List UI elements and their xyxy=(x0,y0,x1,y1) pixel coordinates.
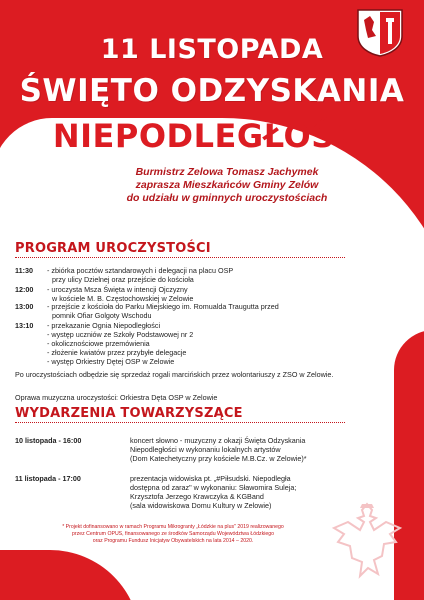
event-description xyxy=(130,436,360,463)
program-text-line: - uroczysta Msza Święta w intencji Ojczyzny xyxy=(47,285,188,294)
event-date: 10 listopada - 16:00 xyxy=(15,436,82,445)
program-text xyxy=(47,302,367,320)
events-divider xyxy=(15,422,345,424)
invitation-line-2: zaprasza Mieszkańców Gminy Zelów xyxy=(135,179,319,191)
event-description xyxy=(130,474,360,510)
footnote-line: oraz Programu Fundusz Inicjatyw Obywatelskich na lata 2014 – 2020. xyxy=(92,538,254,544)
event-line: (sala widowiskowa Domu Kultury w Zelowie) xyxy=(130,501,272,510)
program-text-line: przy ulicy Dzielnej oraz przejście do kościoła xyxy=(52,275,194,284)
footnote-line: * Projekt dofinansowano w ramach Programu Mikrogranty „Łódzkie na plus" 2019 realizowanego xyxy=(62,524,284,530)
program-note: Po uroczystościach odbędzie się sprzedaż rogali marcińskich przez wolontariuszy z ZSO w Zelowie. xyxy=(15,370,334,379)
white-eagle-icon xyxy=(330,500,404,584)
invitation-line-3: do udziału w gminnych uroczystościach xyxy=(126,192,328,204)
program-text-line: - przejście z kościoła do Parku Miejskiego im. Romualda Traugutta przed xyxy=(47,302,279,311)
event-line: Krzysztofa Jerzego Krawczyka & KGBand xyxy=(130,492,264,501)
program-text xyxy=(47,266,367,284)
program-text-line: - zbiórka pocztów sztandarowych i delegacji na placu OSP xyxy=(47,266,234,275)
event-date: 11 listopada - 17:00 xyxy=(15,474,81,483)
program-time: 13:00 xyxy=(15,302,34,311)
program-divider xyxy=(15,257,345,259)
event-line: (Dom Katechetyczny przy kościele M.B.Cz. w Zelowie)* xyxy=(130,454,307,463)
title-holiday: ŚWIĘTO ODZYSKANIA xyxy=(19,73,405,109)
event-line: prezentacja widowiska pt. „#Piłsudski. Niepodległa xyxy=(130,474,291,483)
event-line: koncert słowno - muzyczny z okazji Święta Odzyskania xyxy=(130,436,306,445)
program-subitem: - złożenie kwiatów przez przybyłe delegacje xyxy=(47,348,187,357)
invitation-line-1: Burmistrz Zelowa Tomasz Jachymek xyxy=(135,166,319,178)
program-text-line: w kościele M. B. Częstochowskiej w Zelowie xyxy=(52,294,194,303)
events-heading: WYDARZENIA TOWARZYSZĄCE xyxy=(15,406,243,421)
invitation-text xyxy=(92,166,362,205)
title-independence: NIEPODLEGŁOŚCI xyxy=(52,117,372,155)
program-subitem: - okolicznościowe przemówienia xyxy=(47,339,150,348)
program-text xyxy=(47,285,367,303)
program-time: 13:10 xyxy=(15,321,34,330)
program-text-line: - przekazanie Ognia Niepodległości xyxy=(47,321,161,330)
program-subitem: - występ Orkiestry Dętej OSP w Zelowie xyxy=(47,357,175,366)
program-subitem: - występ uczniów ze Szkoły Podstawowej nr 2 xyxy=(47,330,194,339)
event-line: Niepodległości w wykonaniu lokalnych artystów xyxy=(130,445,281,454)
funding-footnote xyxy=(18,524,328,545)
program-time: 12:00 xyxy=(15,285,34,294)
program-text xyxy=(47,321,367,330)
event-line: dostępna od zaraz" w wykonaniu: Sławomira Suleja; xyxy=(130,483,297,492)
footnote-line: przez Centrum OPUS, finansowanego ze środków Samorządu Województwa Łódzkiego xyxy=(71,531,275,537)
program-time: 11:30 xyxy=(15,266,33,275)
music-credits: Oprawa muzyczna uroczystości: Orkiestra Dęta OSP w Zelowie xyxy=(15,393,218,402)
program-text-line: pomnik Ofiar Golgoty Wschodu xyxy=(52,311,152,320)
program-heading: PROGRAM UROCZYSTOŚCI xyxy=(15,241,211,256)
title-date: 11 LISTOPADA xyxy=(100,34,324,65)
